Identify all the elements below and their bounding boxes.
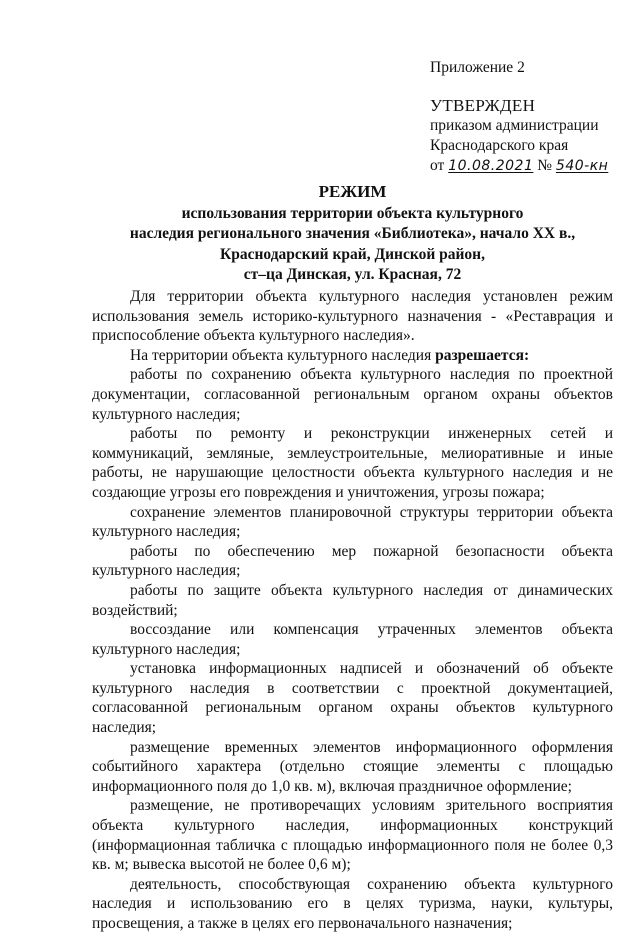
handwritten-date: 10.08.2021 [448,158,534,174]
title-main: РЕЖИМ [318,182,387,201]
number-prefix: № [537,157,553,174]
date-prefix: от [430,157,445,174]
title-line: ст–ца Динская, ул. Красная, 72 [243,266,462,283]
approval-line-region: Краснодарского края [430,137,569,154]
document-title [90,182,615,286]
list-item: размещение, не противоречащих условиям зрительного восприятия объекта культурного наследия, информационных конструкций (информационная табличка с площадью информационного поля не более 0,3 кв. м; вывеска высотой не более 0,6 м); [92,797,613,874]
appendix-label: Приложение 2 [430,59,525,76]
permitted-heading [92,346,613,366]
permitted-prefix: На территории объекта культурного наследия [130,346,436,364]
title-line: Краснодарский край, Динской район, [219,245,485,263]
title-line: наследия регионального значения «Библиотека», начало XX в., [129,225,576,242]
approval-date-number [430,156,630,176]
approved-heading: УТВЕРЖДЕН [430,96,536,115]
permitted-bold: разрешается: [435,346,530,364]
list-item: работы по сохранению объекта культурного наследия по проектной документации, согласованной региональным органом охраны объектов культурного наследия; [92,366,613,423]
list-item: воссоздание или компенсация утраченных элементов объекта культурного наследия; [92,621,613,658]
list-item: работы по ремонту и реконструкции инженерных сетей и коммуникаций, земляные, землеустроительные, мелиоративные и иные работы, не нарушающие целостности объекта культурного наследия и не создающие угрозы его повреждения и уничтожения, угрозы пожара; [92,425,613,501]
approval-line-order: приказом администрации [430,117,599,134]
list-item: установка информационных надписей и обозначений об объекте культурного наследия в соответствии с проектной документацией, согласованной региональным органом охраны объектов культурного наследия; [92,660,613,737]
list-item: работы по обеспечению мер пожарной безопасности объекта культурного наследия; [92,542,613,580]
list-item: сохранение элементов планировочной структуры территории объекта культурного наследия; [92,503,613,541]
document-body [92,287,613,934]
intro-paragraph: Для территории объекта культурного наследия установлен режим использования земель историко-культурного назначения - «Реставрация и приспособление объекта культурного наследия». [92,288,613,345]
approval-block [430,58,630,176]
handwritten-number: 540-кн [555,158,609,174]
title-line: использования территории объекта культурного [181,204,524,222]
list-item: работы по защите объекта культурного наследия от динамических воздействий; [92,581,613,619]
list-item: размещение временных элементов информационного оформления событийного характера (отдельно стоящие элементы с площадью информационного поля до 1,0 кв. м), включая праздничное оформление; [92,738,613,795]
list-item: деятельность, способствующая сохранению объекта культурного наследия и использованию его в целях туризма, науки, культуры, просвещения, а также в целях его первоначального назначения; [92,875,613,932]
